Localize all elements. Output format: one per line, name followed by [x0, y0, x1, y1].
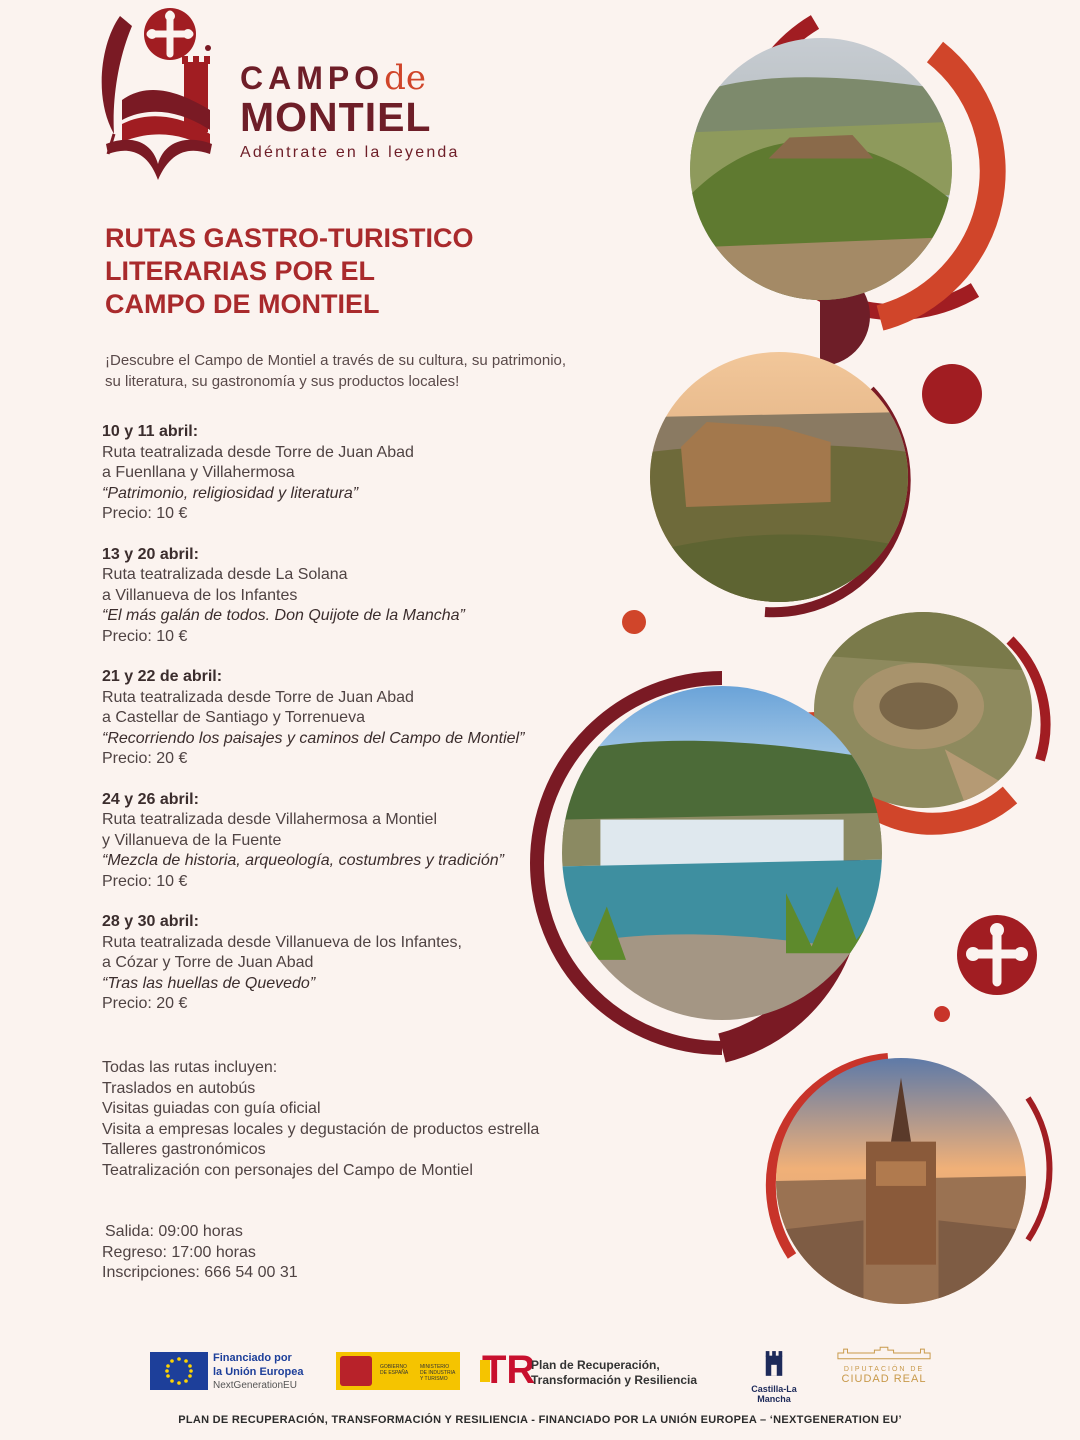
clm-label: Castilla-La Mancha — [751, 1384, 797, 1404]
route-item — [102, 667, 562, 770]
route-destinations: a Castellar de Santiago y Torrenueva — [102, 709, 365, 726]
diputacion-line-1: DIPUTACIÓN DE — [843, 1366, 925, 1373]
government-spain-logo — [336, 1352, 460, 1390]
brand-logo-icon — [92, 4, 222, 182]
ministry-label: MINISTERIO DE INDUSTRIA Y TURISMO — [420, 1364, 456, 1382]
route-motto: “Recorriendo los paisajes y caminos del Campo de Montiel” — [102, 729, 525, 747]
castle-ruins-photo — [650, 352, 908, 602]
route-description: Ruta teatralizada desde Torre de Juan Abad — [102, 443, 414, 461]
route-description: Ruta teatralizada desde La Solana — [102, 566, 348, 583]
route-destinations: a Villanueva de los Infantes — [102, 586, 298, 604]
intro-text — [105, 350, 665, 392]
diputacion-line-2: CIUDAD REAL — [841, 1373, 927, 1385]
title-line-2: LITERARIAS POR EL — [105, 256, 376, 286]
eu-line-1: Financiado por — [213, 1352, 292, 1364]
santiago-cross-icon — [956, 914, 1038, 996]
route-price: Precio: 20 € — [102, 995, 188, 1012]
route-description: Ruta teatralizada desde Villanueva de los Infantes, — [102, 933, 462, 951]
route-date: 10 y 11 abril: — [102, 423, 199, 440]
castilla-la-mancha-logo — [736, 1348, 812, 1404]
intro-line-2: su literatura, su gastronomía y sus productos locales! — [105, 373, 460, 390]
route-item — [102, 912, 562, 1015]
return-time: Regreso: 17:00 horas — [102, 1243, 256, 1261]
route-item — [102, 545, 562, 648]
eu-line-2: la Unión Europea — [213, 1366, 304, 1378]
route-date: 28 y 30 abril: — [102, 913, 199, 930]
includes-item: Traslados en autobús — [102, 1079, 256, 1097]
page-title — [105, 222, 625, 321]
brand-tagline: Adéntrate en la leyenda — [240, 144, 460, 161]
route-date: 13 y 20 abril: — [102, 545, 199, 563]
decorative-dot — [922, 364, 982, 424]
route-destinations: y Villanueva de la Fuente — [102, 831, 282, 849]
spain-shield-icon — [340, 1356, 372, 1386]
route-price: Precio: 10 € — [102, 505, 188, 522]
includes-heading: Todas las rutas incluyen: — [102, 1059, 278, 1076]
route-description: Ruta teatralizada desde Torre de Juan Abad — [102, 688, 414, 706]
castle-hill-photo — [690, 38, 952, 300]
prtr-line-1: Plan de Recuperación, — [531, 1358, 660, 1372]
schedule-info — [102, 1222, 542, 1284]
clm-castle-icon — [763, 1348, 785, 1378]
eu-line-3: NextGenerationEU — [213, 1380, 297, 1391]
funding-statement: PLAN DE RECUPERACIÓN, TRANSFORMACIÓN Y RESILIENCIA - FINANCIADO POR LA UNIÓN EUROPEA – ‘NEXTGENERATION EU’ — [178, 1414, 902, 1426]
brand-name-de: de — [384, 58, 426, 98]
decorative-dot — [934, 1006, 950, 1022]
includes-item: Talleres gastronómicos — [102, 1141, 266, 1158]
includes-list — [102, 1058, 542, 1181]
footer-logos — [150, 1346, 940, 1404]
prtr-label — [531, 1358, 697, 1388]
intro-line-1: ¡Descubre el Campo de Montiel a través de su cultura, su patrimonio, — [105, 352, 567, 369]
brand-name-campo: CAMPO — [240, 60, 385, 96]
route-date: 21 y 22 de abril: — [102, 668, 223, 685]
waterfall-lagoon-photo — [562, 686, 882, 1020]
routes-list — [102, 422, 562, 1035]
diputacion-skyline-icon — [836, 1346, 932, 1360]
route-destinations: a Fuenllana y Villahermosa — [102, 464, 295, 481]
includes-item: Visitas guiadas con guía oficial — [102, 1100, 321, 1117]
prtr-line-2: Transformación y Resiliencia — [531, 1373, 698, 1387]
brand-name-montiel: MONTIEL — [240, 94, 432, 140]
departure-time: Salida: 09:00 horas — [105, 1223, 243, 1240]
route-item — [102, 422, 562, 525]
route-motto: “Tras las huellas de Quevedo” — [102, 974, 316, 992]
route-item — [102, 790, 562, 893]
route-price: Precio: 10 € — [102, 872, 188, 890]
route-description: Ruta teatralizada desde Villahermosa a Montiel — [102, 811, 438, 828]
decorative-dot — [622, 610, 646, 634]
route-motto: “Patrimonio, religiosidad y literatura” — [102, 484, 359, 502]
route-motto: “Mezcla de historia, arqueología, costumbres y tradición” — [102, 852, 504, 869]
title-line-3: CAMPO DE MONTIEL — [105, 289, 380, 319]
route-price: Precio: 10 € — [102, 627, 188, 645]
route-motto: “El más galán de todos. Don Quijote de la Mancha” — [102, 607, 465, 624]
route-destinations: a Cózar y Torre de Juan Abad — [102, 954, 314, 971]
includes-item: Visita a empresas locales y degustación de productos estrella — [102, 1120, 540, 1138]
eu-funding-label — [213, 1351, 303, 1393]
prtr-logo-mark: TR — [482, 1348, 536, 1392]
government-label: GOBIERNO DE ESPAÑA — [380, 1364, 409, 1376]
eu-flag-icon — [150, 1352, 208, 1390]
title-line-1: RUTAS GASTRO-TURISTICO — [105, 223, 474, 253]
route-date: 24 y 26 abril: — [102, 790, 199, 808]
cathedral-town-photo — [776, 1058, 1026, 1304]
route-price: Precio: 20 € — [102, 750, 188, 767]
diputacion-ciudad-real-logo — [834, 1346, 934, 1385]
registration-phone[interactable]: Inscripciones: 666 54 00 31 — [102, 1264, 298, 1281]
includes-item: Teatralización con personajes del Campo de Montiel — [102, 1161, 473, 1179]
brand-wordmark — [240, 60, 460, 162]
